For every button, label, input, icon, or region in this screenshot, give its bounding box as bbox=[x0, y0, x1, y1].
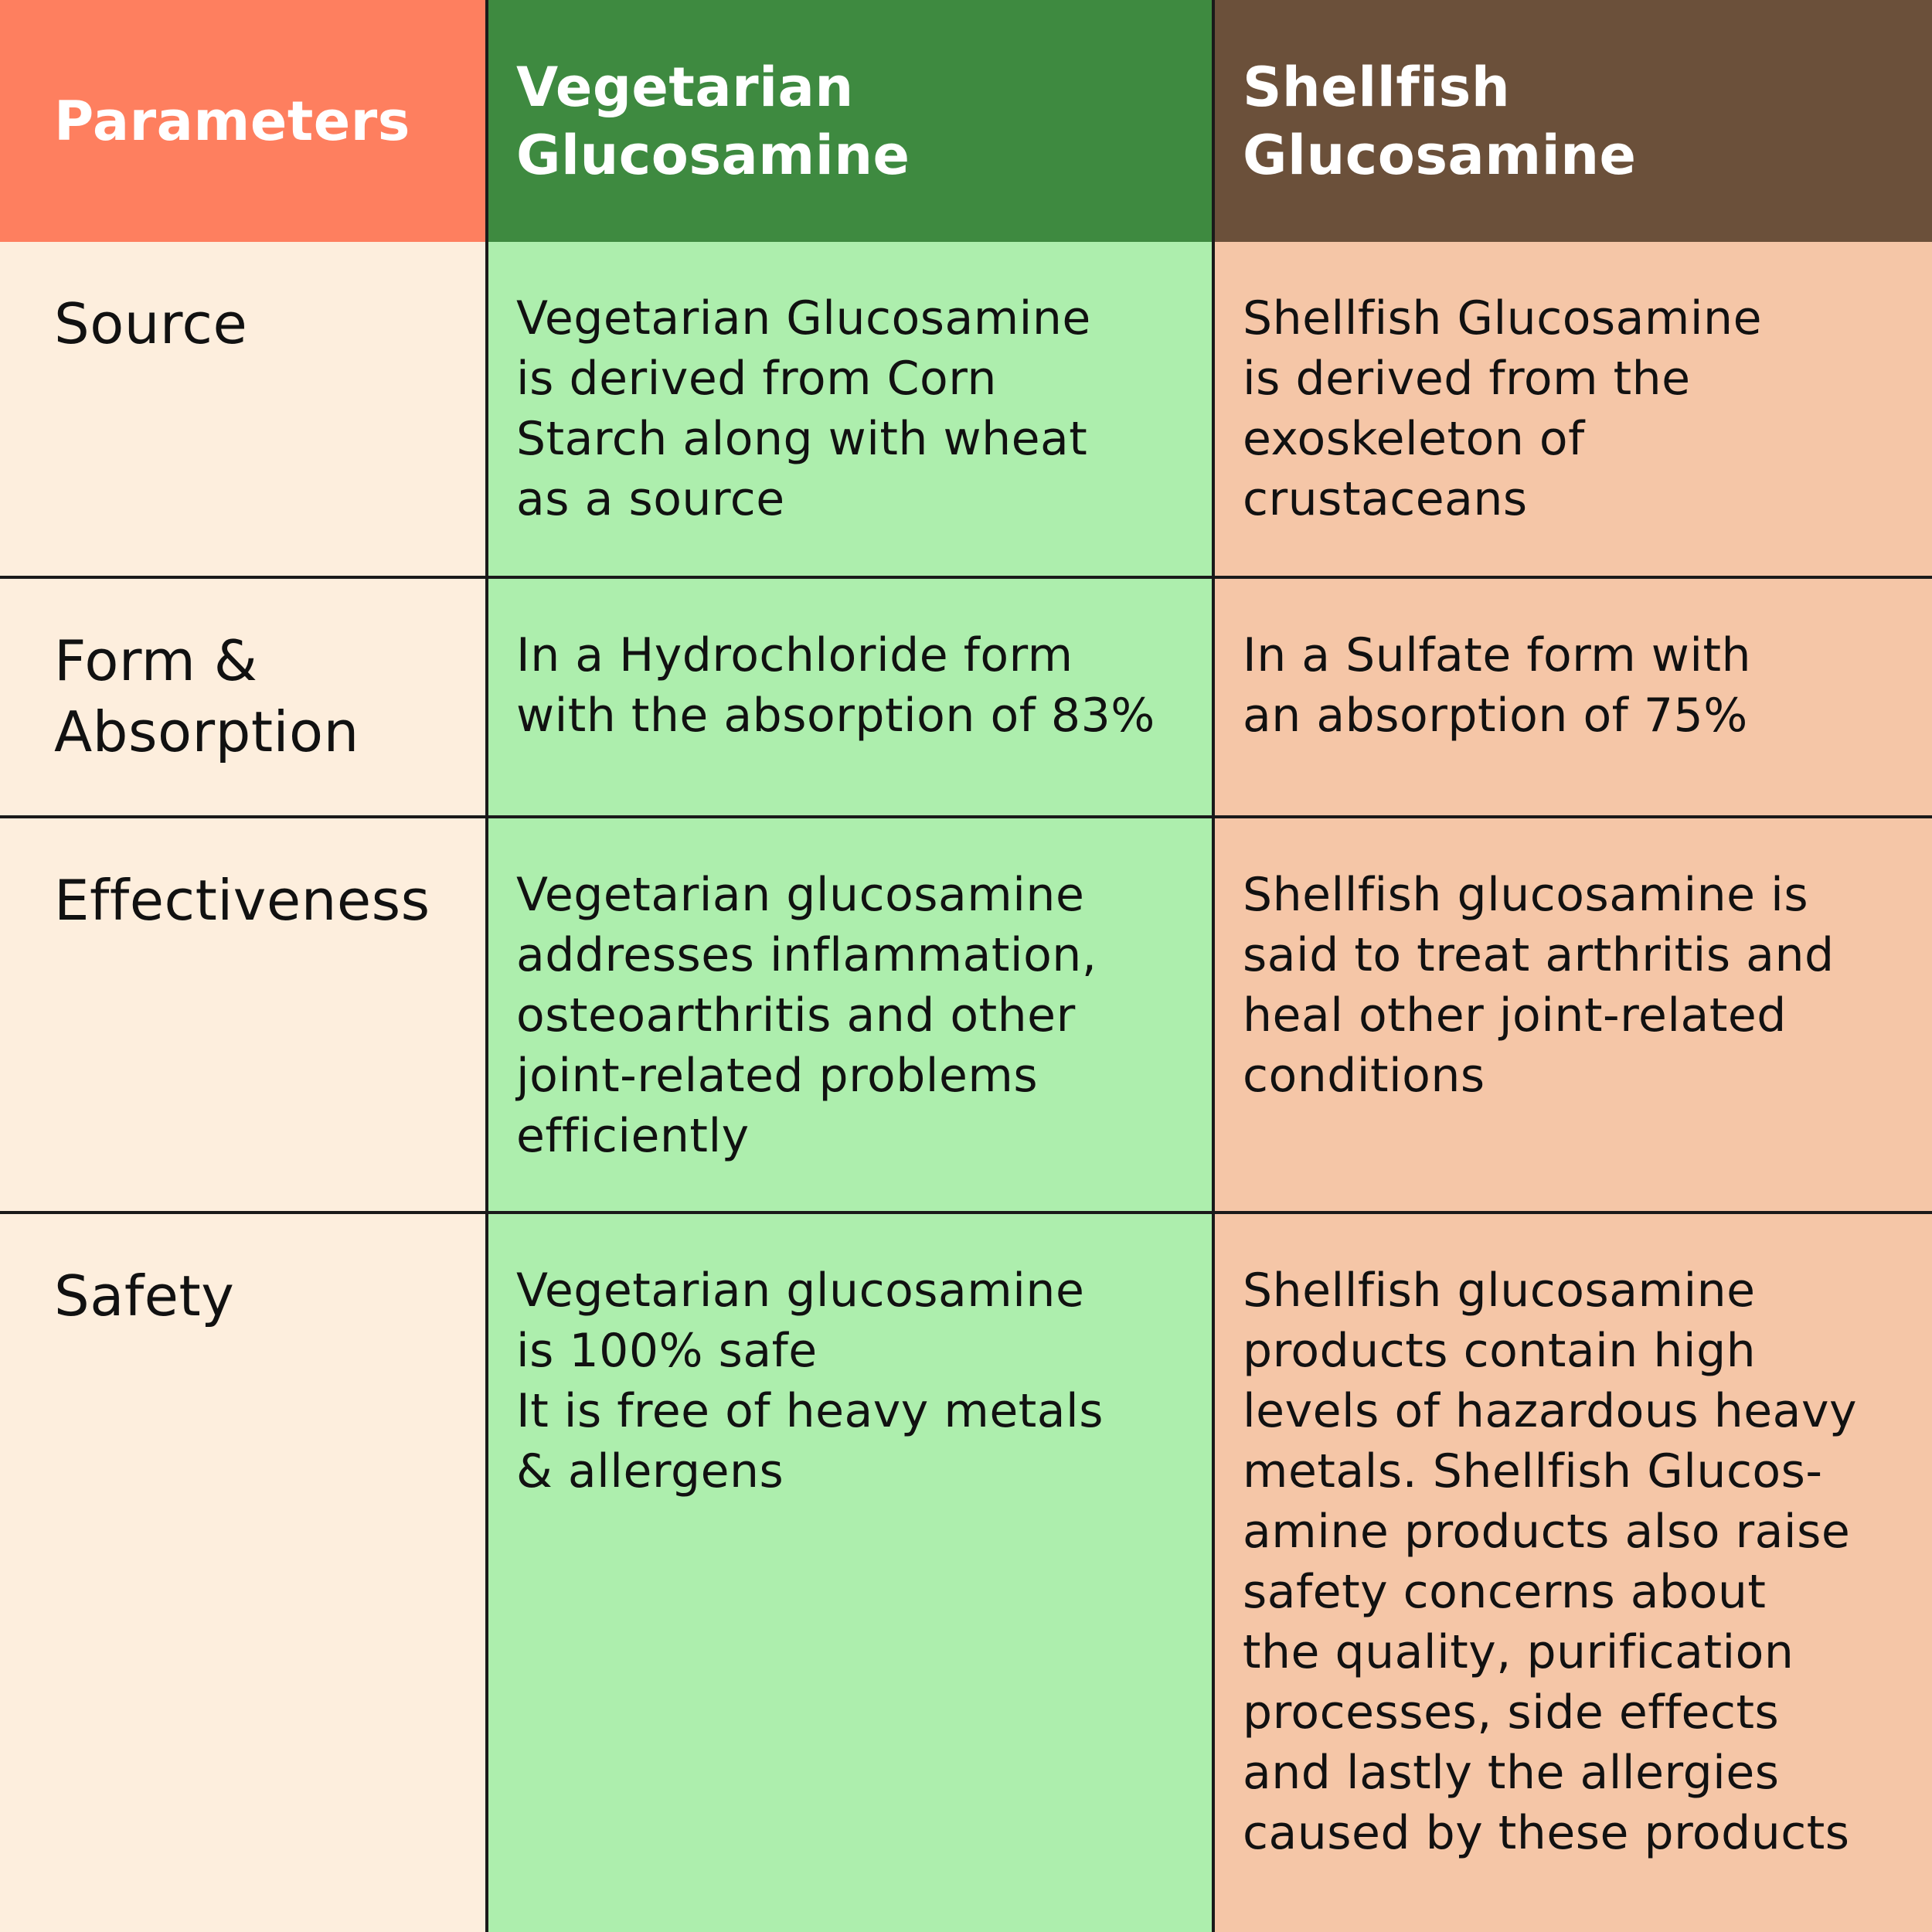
row-effectiveness-vegetarian bbox=[485, 818, 1212, 1214]
cell-line: is derived from the bbox=[1243, 352, 1691, 406]
cell-line: Vegetarian glucosamine bbox=[516, 868, 1085, 922]
cell-line: Vegetarian glucosamine bbox=[516, 1264, 1085, 1318]
param-label: Source bbox=[54, 291, 248, 356]
cell-line: said to treat arthritis and bbox=[1243, 928, 1835, 982]
cell-line: addresses inflammation, bbox=[516, 928, 1097, 982]
cell-line: processes, side effects bbox=[1243, 1685, 1780, 1740]
cell-line: Shellfish Glucosamine bbox=[1243, 291, 1762, 345]
cell-line: amine products also raise bbox=[1243, 1505, 1851, 1559]
cell-line: is derived from Corn bbox=[516, 352, 997, 406]
cell-line: Vegetarian Glucosamine bbox=[516, 291, 1091, 345]
cell-line: heal other joint-related bbox=[1243, 988, 1787, 1043]
param-label: Absorption bbox=[54, 699, 359, 764]
cell-line: is 100% safe bbox=[516, 1324, 818, 1378]
row-form-param bbox=[0, 579, 485, 818]
cell-line: Shellfish glucosamine bbox=[1243, 1264, 1756, 1318]
header-parameters-label: Parameters bbox=[54, 89, 410, 153]
cell-line: conditions bbox=[1243, 1049, 1485, 1103]
cell-line: osteoarthritis and other bbox=[516, 988, 1076, 1043]
header-shellfish-line: Shellfish bbox=[1243, 55, 1511, 119]
cell-line: and lastly the allergies bbox=[1243, 1746, 1780, 1800]
row-source-shellfish bbox=[1212, 242, 1932, 579]
cell-line: efficiently bbox=[516, 1109, 750, 1163]
row-safety-param bbox=[0, 1214, 485, 1932]
row-source-param bbox=[0, 242, 485, 579]
cell-line: & allergens bbox=[516, 1444, 784, 1498]
row-source-vegetarian bbox=[485, 242, 1212, 579]
header-shellfish-line: Glucosamine bbox=[1243, 123, 1637, 187]
cell-line: It is free of heavy metals bbox=[516, 1384, 1104, 1438]
cell-line: levels of hazardous heavy bbox=[1243, 1384, 1857, 1438]
cell-line: safety concerns about bbox=[1243, 1565, 1767, 1619]
header-vegetarian-line: Glucosamine bbox=[516, 123, 910, 187]
row-form-vegetarian bbox=[485, 579, 1212, 818]
cell-line: Starch along with wheat bbox=[516, 412, 1088, 466]
row-safety-shellfish bbox=[1212, 1214, 1932, 1932]
header-vegetarian-line: Vegetarian bbox=[516, 55, 854, 119]
header-shellfish bbox=[1212, 0, 1932, 242]
header-vegetarian bbox=[485, 0, 1212, 242]
param-label: Effectiveness bbox=[54, 868, 430, 933]
cell-line: an absorption of 75% bbox=[1243, 689, 1748, 743]
cell-line: In a Hydrochloride form bbox=[516, 628, 1073, 682]
param-label: Form & bbox=[54, 628, 258, 693]
row-form-shellfish bbox=[1212, 579, 1932, 818]
cell-line: In a Sulfate form with bbox=[1243, 628, 1752, 682]
cell-line: metals. Shellfish Glucos- bbox=[1243, 1444, 1823, 1498]
row-effectiveness-param bbox=[0, 818, 485, 1214]
cell-line: products contain high bbox=[1243, 1324, 1757, 1378]
cell-line: caused by these products bbox=[1243, 1806, 1850, 1860]
cell-line: as a source bbox=[516, 472, 785, 526]
cell-line: with the absorption of 83% bbox=[516, 689, 1155, 743]
cell-line: Shellfish glucosamine is bbox=[1243, 868, 1809, 922]
param-label: Safety bbox=[54, 1264, 235, 1328]
row-effectiveness-shellfish bbox=[1212, 818, 1932, 1214]
row-safety-vegetarian bbox=[485, 1214, 1212, 1932]
cell-line: exoskeleton of bbox=[1243, 412, 1585, 466]
cell-line: crustaceans bbox=[1243, 472, 1528, 526]
cell-line: joint-related problems bbox=[516, 1049, 1039, 1103]
cell-line: the quality, purification bbox=[1243, 1625, 1794, 1679]
header-parameters bbox=[0, 0, 485, 242]
